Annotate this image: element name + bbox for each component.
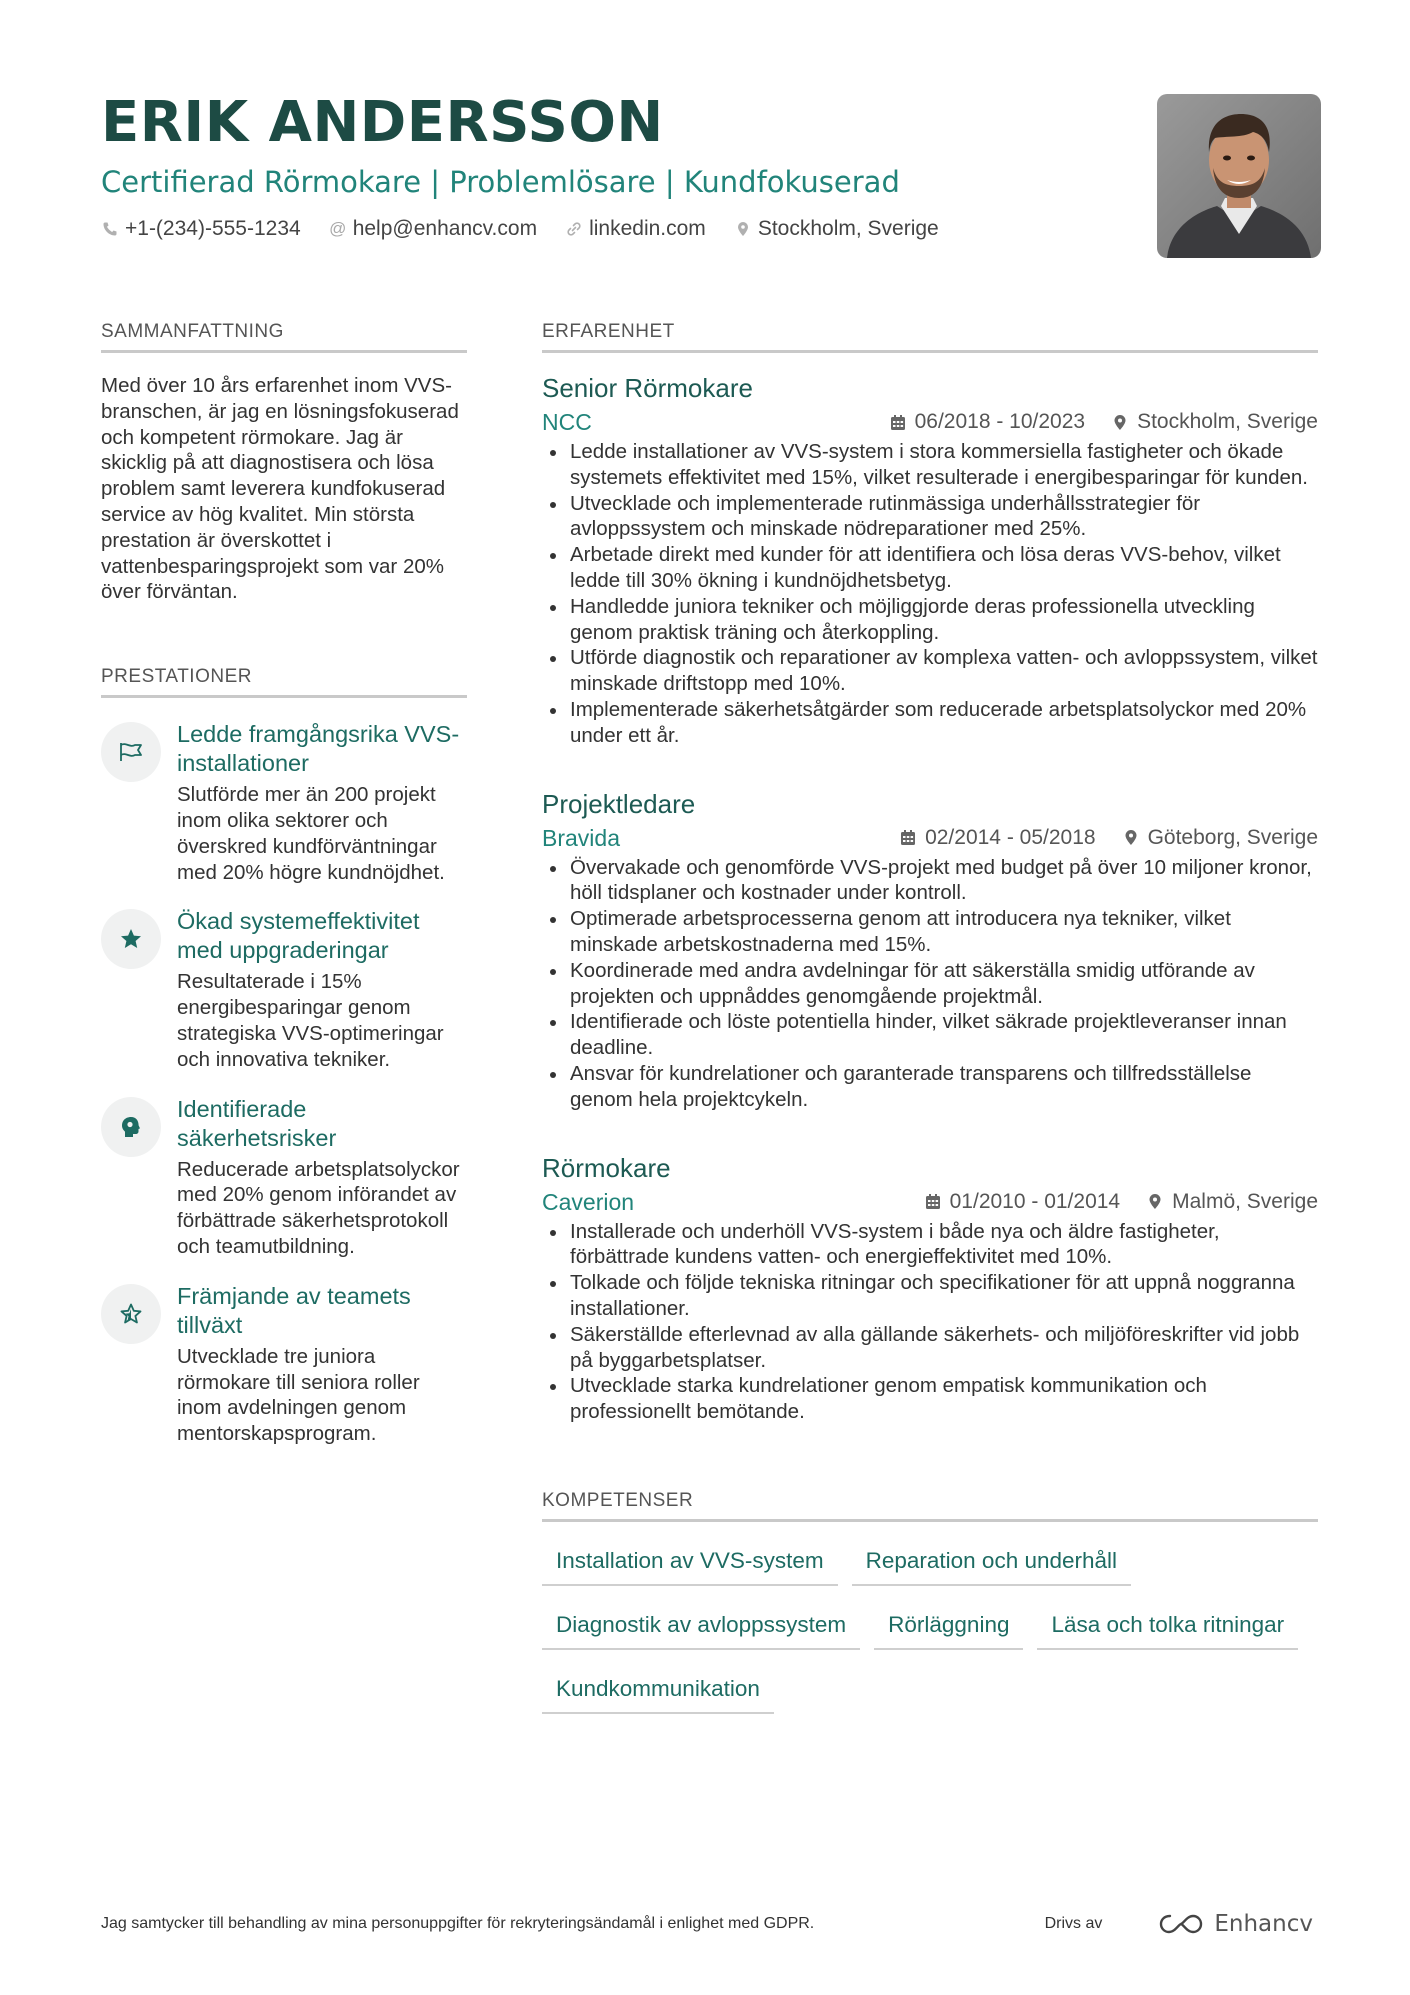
achievement-desc: Resultaterade i 15% energibesparingar genom strategiska VVS-optimeringar och innovativa tekniker. bbox=[177, 970, 444, 1071]
job-location: Stockholm, Sverige bbox=[1137, 410, 1318, 433]
job-company: Caverion bbox=[542, 1188, 635, 1215]
achievement-title: Ökad systemeffektivitet med uppgraderingar bbox=[177, 908, 420, 964]
job-bullets bbox=[542, 855, 1318, 1113]
skill-tag: Installation av VVS-system bbox=[542, 1540, 838, 1586]
location-text: Stockholm, Sverige bbox=[757, 217, 939, 240]
powered-by-label: Drivs av bbox=[1044, 1915, 1103, 1932]
location-pin-icon bbox=[734, 220, 752, 238]
location-pin-icon bbox=[1111, 413, 1129, 431]
job-dates: 01/2010 - 01/2014 bbox=[949, 1189, 1121, 1213]
achievement-title: Identifierade säkerhetsrisker bbox=[177, 1095, 337, 1151]
phone-icon bbox=[101, 220, 119, 238]
job-bullets bbox=[542, 1219, 1318, 1425]
profile-photo bbox=[1157, 94, 1321, 258]
skill-tag: Läsa och tolka ritningar bbox=[1037, 1604, 1298, 1650]
summary-text: Med över 10 års erfarenhet inom VVS-branschen, är jag en lösningsfokuserad och kompetent rörmokare. Jag är skicklig på att diagnostisera och lösa problem samt leverera kundfokuserad service av hög kvalitet. Min största prestation är överskottet i vattenbesparingsprojekt som var 20% över förväntan. bbox=[101, 374, 459, 604]
achievements-title: PRESTATIONER bbox=[101, 665, 467, 698]
flag-icon bbox=[101, 722, 161, 782]
brand-name: Enhancv bbox=[1214, 1911, 1313, 1937]
achievement-item bbox=[101, 1095, 467, 1260]
job-company: NCC bbox=[542, 409, 592, 435]
job-title: Rörmokare bbox=[542, 1152, 671, 1183]
calendar-icon bbox=[899, 829, 917, 847]
list-item: Ledde installationer av VVS-system i stora kommersiella fastigheter och ökade systemets effektivitet med 15%, vilket resulterade i energibesparingar för kunden. bbox=[542, 439, 1318, 491]
achievement-desc: Reducerade arbetsplatsolyckor med 20% genom införandet av förbättrade säkerhetsprotokoll och teamutbildning. bbox=[177, 1157, 460, 1258]
brain-icon bbox=[101, 1097, 161, 1157]
skill-tag: Reparation och underhåll bbox=[852, 1540, 1131, 1586]
contact-linkedin[interactable] bbox=[565, 214, 706, 244]
experience-title: ERFARENHET bbox=[542, 320, 1318, 353]
skills-section bbox=[542, 1489, 1318, 1732]
job-entry bbox=[542, 1151, 1318, 1425]
list-item: Optimerade arbetsprocesserna genom att introducera nya tekniker, vilket minskade arbetskostnaderna med 15%. bbox=[542, 906, 1318, 958]
list-item: Koordinerade med andra avdelningar för att säkerställa smidig utförande av projekten och uppnåddes genomgående projektmål. bbox=[542, 958, 1318, 1010]
enhancv-logo[interactable] bbox=[1158, 1911, 1313, 1937]
list-item: Arbetade direkt med kunder för att identifiera och lösa deras VVS-behov, vilket ledde till 30% ökning i kundnöjdhetsbetyg. bbox=[542, 542, 1318, 594]
job-entry bbox=[542, 371, 1318, 749]
list-item: Utförde diagnostik och reparationer av komplexa vatten- och avloppssystem, vilket minskade driftstopp med 10%. bbox=[542, 645, 1318, 697]
contact-row bbox=[101, 214, 1321, 244]
job-bullets bbox=[542, 439, 1318, 749]
achievement-desc: Slutförde mer än 200 projekt inom olika sektorer och överskred kundförväntningar med 20% högre kundnöjdhet. bbox=[177, 783, 445, 884]
skills-title: KOMPETENSER bbox=[542, 1489, 1318, 1522]
job-title: Projektledare bbox=[542, 788, 696, 819]
list-item: Ansvar för kundrelationer och garanterade transparens och tillfredsställelse genom hela projektcykeln. bbox=[542, 1061, 1318, 1113]
link-icon bbox=[565, 220, 583, 238]
job-title: Senior Rörmokare bbox=[542, 373, 753, 403]
achievement-item bbox=[101, 1282, 467, 1447]
achievement-item bbox=[101, 907, 467, 1072]
list-item: Övervakade och genomförde VVS-projekt med budget på över 10 miljoner kronor, höll tidsplaner och kostnader under kontroll. bbox=[542, 855, 1318, 907]
job-dates: 06/2018 - 10/2023 bbox=[914, 410, 1086, 433]
list-item: Säkerställde efterlevnad av alla gällande säkerhets- och miljöföreskrifter vid jobb på byggarbetsplatser. bbox=[542, 1322, 1318, 1374]
contact-email[interactable] bbox=[329, 214, 537, 244]
list-item: Identifierade och löste potentiella hinder, vilket säkrade projektleveranser innan deadline. bbox=[542, 1009, 1318, 1061]
achievements-section bbox=[101, 665, 467, 1447]
achievement-desc: Utvecklade tre juniora rörmokare till seniora roller inom avdelningen genom mentorskapsprogram. bbox=[177, 1344, 420, 1446]
achievement-title: Främjande av teamets tillväxt bbox=[177, 1282, 411, 1338]
page-footer bbox=[101, 1906, 1321, 1942]
right-column bbox=[542, 320, 1318, 1732]
job-location: Malmö, Sverige bbox=[1172, 1189, 1318, 1213]
calendar-icon bbox=[889, 413, 907, 431]
list-item: Utvecklade och implementerade rutinmässiga underhållsstrategier för avloppssystem och minskade nödreparationer med 25%. bbox=[542, 491, 1318, 543]
summary-title: SAMMANFATTNING bbox=[101, 320, 467, 353]
list-item: Utvecklade starka kundrelationer genom empatisk kommunikation och professionellt bemötande. bbox=[542, 1373, 1318, 1425]
skills-list bbox=[542, 1540, 1318, 1732]
achievement-item bbox=[101, 720, 467, 885]
candidate-headline: Certifierad Rörmokare | Problemlösare | Kundfokuserad bbox=[101, 165, 900, 199]
job-company: Bravida bbox=[542, 824, 620, 851]
skill-tag: Diagnostik av avloppssystem bbox=[542, 1604, 860, 1650]
contact-phone bbox=[101, 214, 301, 244]
phone-text: +1-(234)-555-1234 bbox=[125, 217, 301, 240]
job-location: Göteborg, Sverige bbox=[1147, 825, 1318, 849]
achievement-title: Ledde framgångsrika VVS-installationer bbox=[177, 721, 460, 777]
summary-section bbox=[101, 320, 467, 605]
email-text: help@enhancv.com bbox=[352, 217, 538, 240]
star-icon bbox=[101, 909, 161, 969]
left-column bbox=[101, 320, 467, 1447]
star-outline-icon bbox=[101, 1284, 161, 1344]
list-item: Handledde juniora tekniker och möjliggjorde deras professionella utveckling genom praktisk träning och återkoppling. bbox=[542, 594, 1318, 646]
resume-header bbox=[101, 88, 1321, 268]
skill-tag: Kundkommunikation bbox=[542, 1668, 774, 1714]
list-item: Implementerade säkerhetsåtgärder som reducerade arbetsplatsolyckor med 20% under ett år. bbox=[542, 697, 1318, 749]
gdpr-consent-text: Jag samtycker till behandling av mina personuppgifter för rekryteringsändamål i enlighet med GDPR. bbox=[101, 1915, 815, 1932]
job-dates: 02/2014 - 05/2018 bbox=[925, 825, 1096, 849]
at-icon: @ bbox=[329, 219, 347, 238]
enhancv-logo-icon bbox=[1158, 1912, 1204, 1936]
experience-section bbox=[542, 320, 1318, 1425]
location-pin-icon bbox=[1122, 829, 1140, 847]
skill-tag: Rörläggning bbox=[874, 1604, 1023, 1650]
location-pin-icon bbox=[1146, 1193, 1164, 1211]
candidate-name: ERIK ANDERSSON bbox=[101, 90, 664, 155]
list-item: Installerade och underhöll VVS-system i både nya och äldre fastigheter, förbättrade kundens vatten- och energieffektivitet med 10%. bbox=[542, 1219, 1318, 1271]
calendar-icon bbox=[924, 1193, 942, 1211]
linkedin-text: linkedin.com bbox=[589, 217, 706, 240]
contact-location bbox=[734, 214, 939, 244]
list-item: Tolkade och följde tekniska ritningar och specifikationer för att uppnå noggranna installationer. bbox=[542, 1270, 1318, 1322]
job-entry bbox=[542, 787, 1318, 1113]
